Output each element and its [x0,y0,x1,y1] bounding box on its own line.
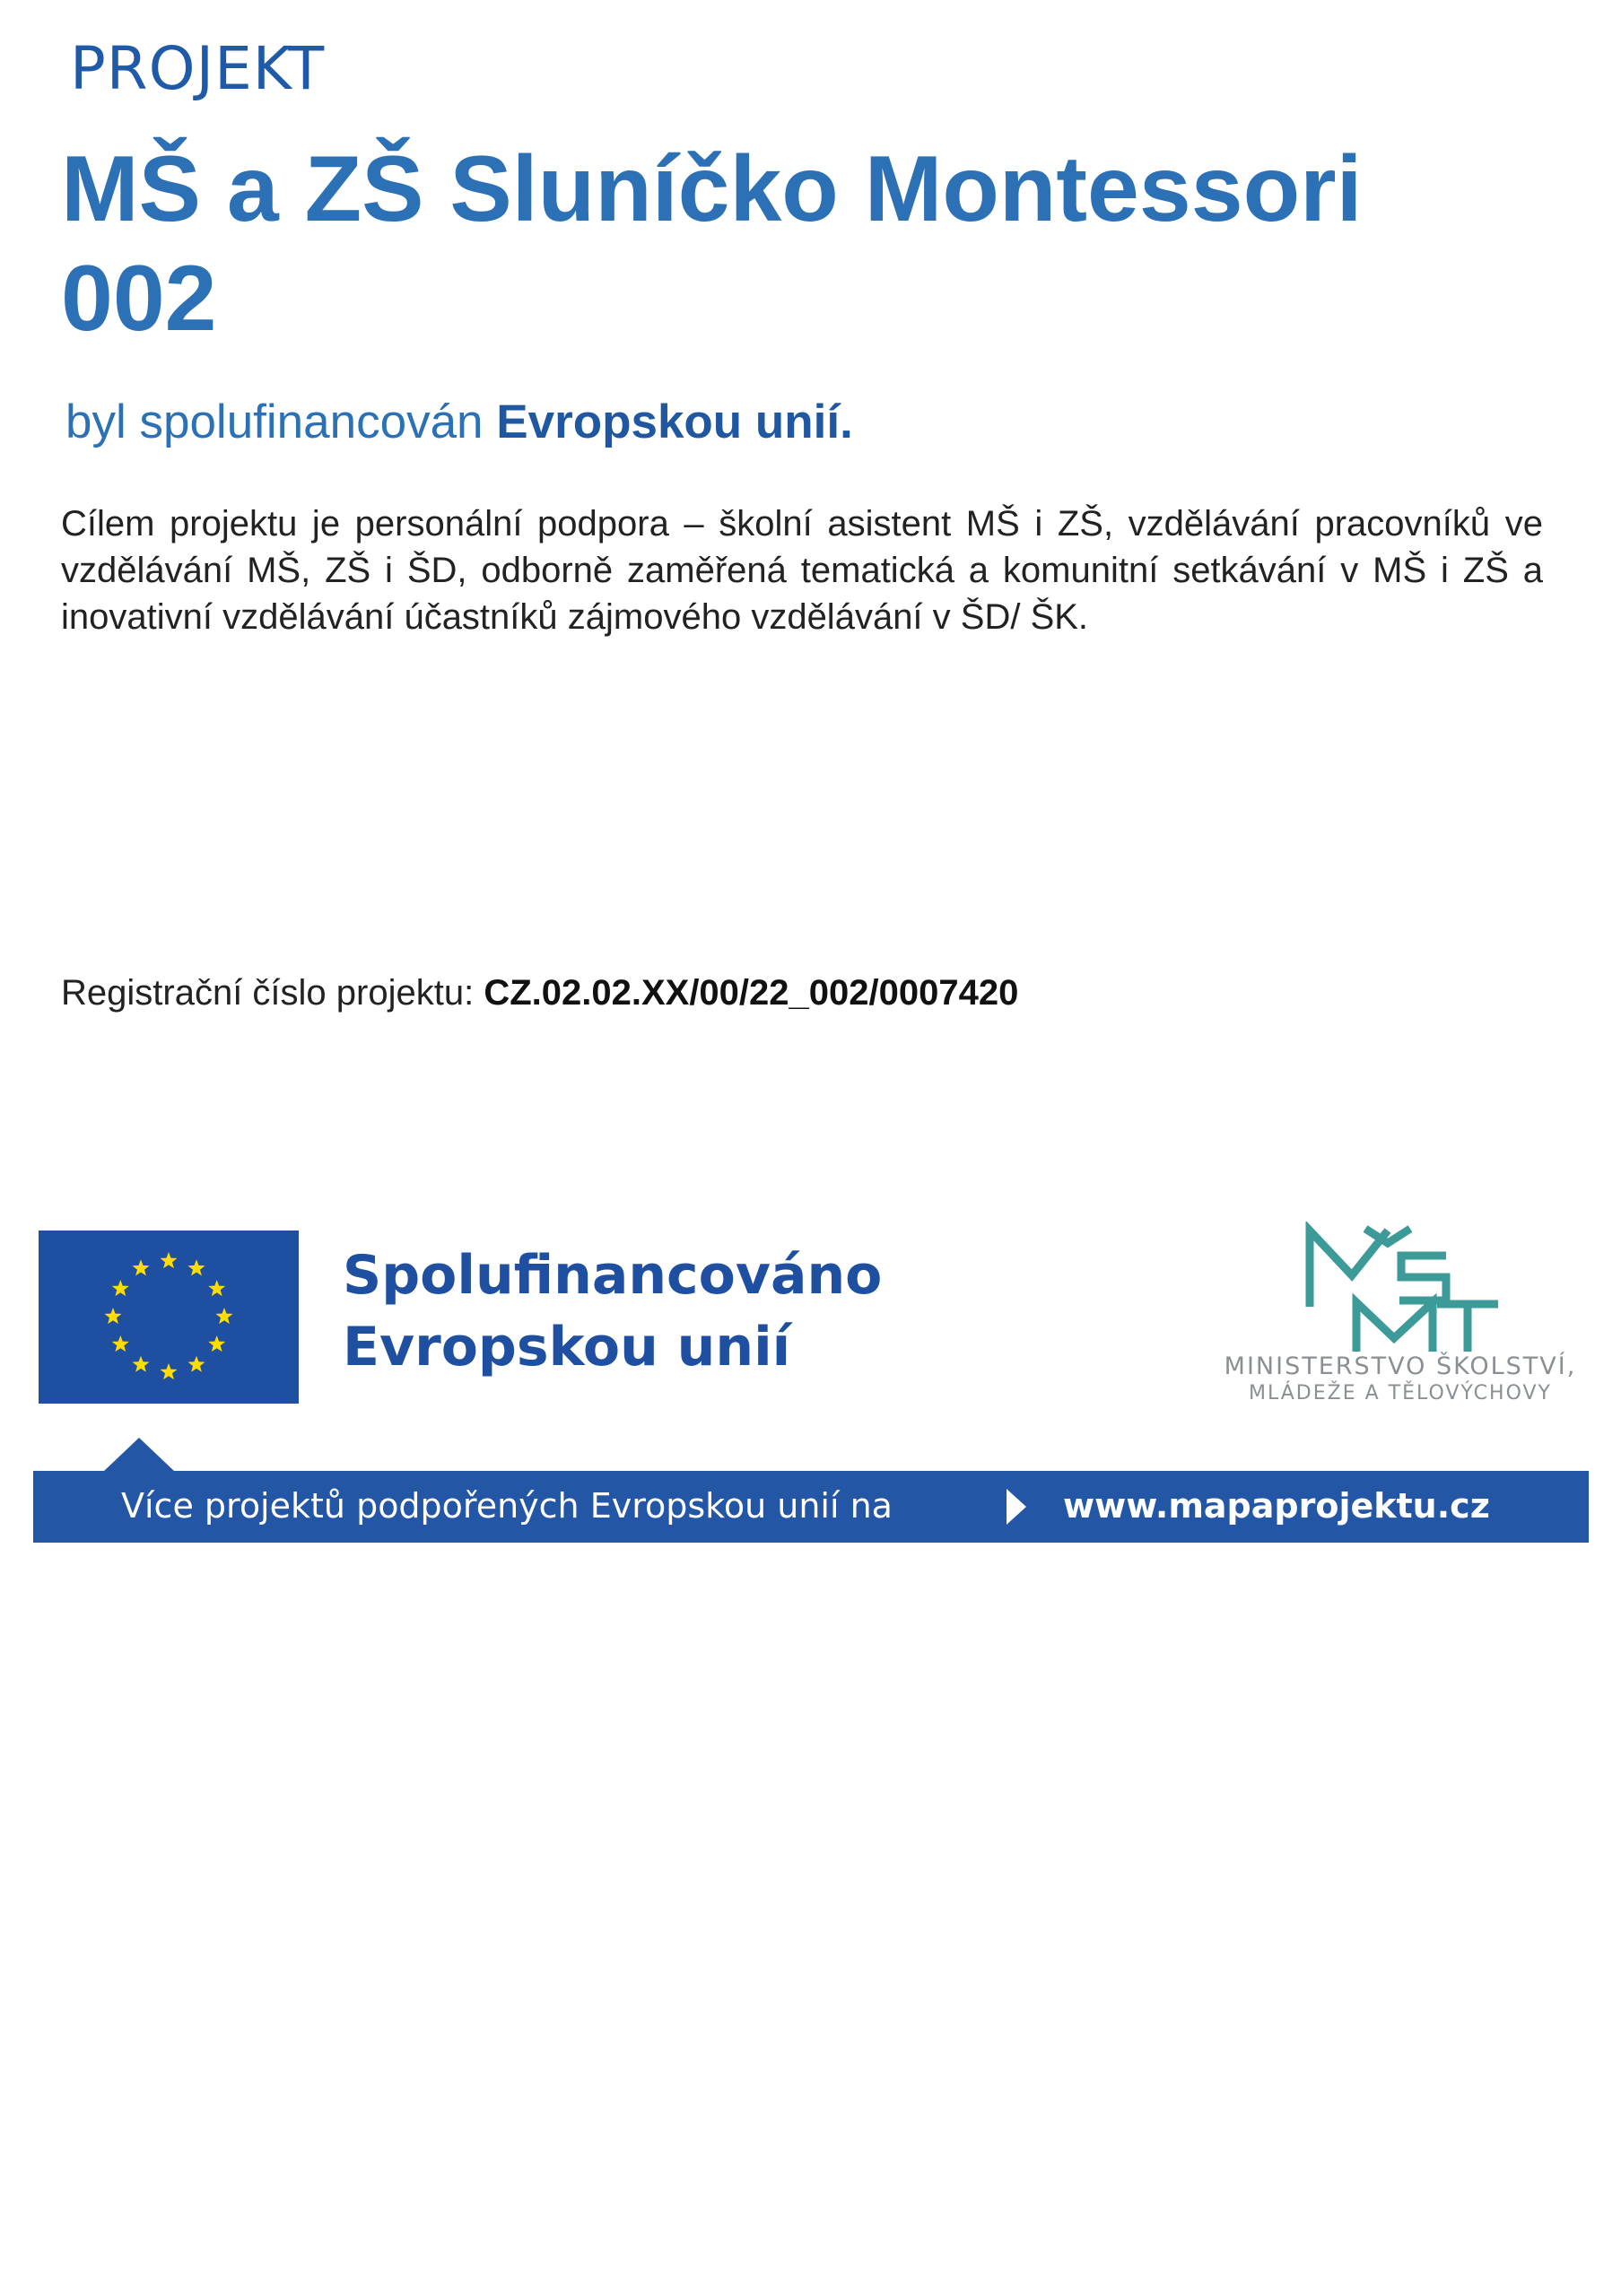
eu-star [187,1259,205,1275]
eu-star [112,1280,129,1296]
eu-label-line2: Evropskou unií [343,1316,791,1378]
eu-star [160,1252,177,1268]
map-projects-banner[interactable] [33,1471,1589,1543]
arrow-right-icon [1007,1489,1026,1525]
eu-star [187,1356,205,1372]
eu-star [208,1280,225,1296]
eu-star [215,1308,232,1324]
registration-number [61,973,1018,1013]
project-title-line2: 002 [61,247,217,351]
project-title [61,135,1496,353]
mapaprojektu-link[interactable]: www.mapaprojektu.cz [1063,1486,1490,1526]
eu-star [160,1363,177,1379]
project-goal-text: Cílem projektu je personální podpora – školní asistent MŠ i ZŠ, vzdělávání pracovníků ve vzdělávání MŠ, ZŠ i ŠD, odborně zaměřená tematická a komunitní setkávání v MŠ i ZŠ a inovativní vzdělávání účastníků zájmového vzdělávání v ŠD/ ŠK. [61,504,1543,637]
eu-stars-icon [39,1231,299,1404]
eu-star [112,1335,129,1352]
project-kicker: PROJEKT [70,34,326,103]
banner-notch [103,1438,175,1472]
project-title-line1: MŠ a ZŠ Sluníčko Montessori [61,137,1363,241]
registration-label: Registrační číslo projektu: [61,973,484,1013]
eu-flag-logo [39,1231,299,1404]
cofinance-prefix: byl spolufinancován [65,396,497,448]
cofinance-statement [65,395,853,449]
banner-lead-text: Více projektů podpořených Evropskou unií na [121,1486,893,1526]
registration-value: CZ.02.02.XX/00/22_002/0007420 [484,973,1019,1013]
eu-star [132,1259,149,1275]
eu-label-line1: Spolufinancováno [343,1244,883,1307]
msmt-name-line1: MINISTERSTVO ŠKOLSTVÍ, [1224,1352,1577,1380]
cofinance-eu: Evropskou unií. [496,396,853,448]
msmt-name-line2: MLÁDEŽE A TĚLOVÝCHOVY [1249,1382,1552,1405]
msmt-logo-icon [1303,1222,1500,1356]
eu-star [208,1335,225,1352]
msmt-name [1198,1352,1602,1405]
eu-star [132,1356,149,1372]
eu-star [104,1308,121,1324]
eu-cofinanced-label [343,1239,882,1383]
